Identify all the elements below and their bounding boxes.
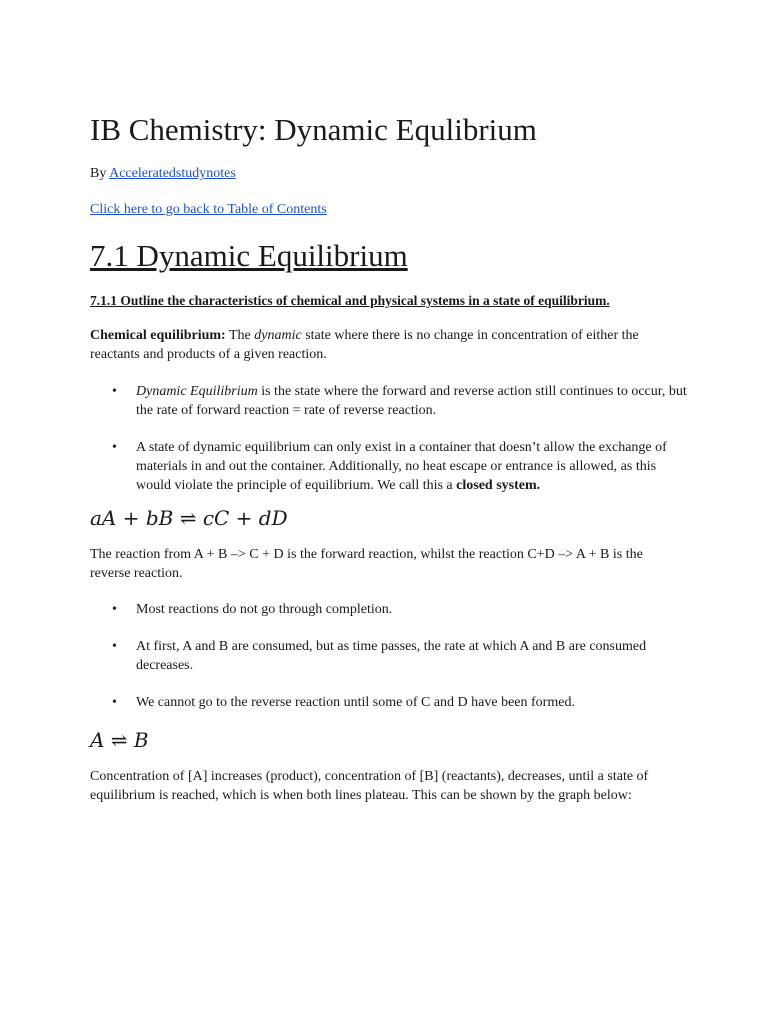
list-item	[90, 382, 690, 420]
list-item: • We cannot go to the reverse reaction until some of C and D have been formed.	[90, 693, 690, 712]
bullet-list-reactions	[90, 600, 690, 712]
toc-paragraph	[90, 202, 327, 218]
list-item-text: A state of dynamic equilibrium can only exist in a container that doesn’t allow the exchange of materials in and out the container. Additionally, no heat escape or entrance is allowed, as this would violate the principle of equilibrium. We call this a	[136, 440, 667, 493]
definition-term: Chemical equilibrium:	[90, 328, 226, 343]
list-item-text: is the state where the forward and reverse action still continues to occur, but the rate of forward reaction = rate of reverse reaction.	[136, 384, 687, 418]
table-of-contents-link[interactable]: Click here to go back to Table of Contents	[90, 202, 327, 217]
page-title: IB Chemistry: Dynamic Equlibrium	[90, 112, 537, 147]
list-item	[90, 438, 690, 495]
byline-prefix: By	[90, 166, 110, 181]
equation-general: aA + bB ⇌ cC + dD	[90, 506, 288, 530]
reaction-direction-paragraph: The reaction from A + B –> C + D is the forward reaction, whilst the reaction C+D –> A + B is the reverse reaction.	[90, 547, 643, 581]
section-heading: 7.1 Dynamic Equilibrium	[90, 238, 408, 273]
author-link[interactable]: Acceleratedstudynotes	[109, 166, 236, 181]
byline	[90, 166, 236, 182]
list-item: • Most reactions do not go through completion.	[90, 600, 690, 619]
equation-simple: A ⇌ B	[90, 728, 149, 752]
definition-paragraph	[90, 326, 685, 364]
definition-text: state where there is no change in concentration of either the reactants and products of a given reaction.	[90, 328, 639, 362]
list-item-emphasis: Dynamic Equilibrium	[136, 384, 258, 399]
concentration-paragraph: Concentration of [A] increases (product), concentration of [B] (reactants), decreases, until a state of equilibrium is reached, which is when both lines plateau. This can be shown by the graph below:	[90, 769, 649, 803]
bullet-list-characteristics	[90, 382, 690, 495]
list-item-bold: closed system.	[456, 478, 541, 493]
definition-pre: The	[225, 328, 255, 343]
list-item: • At first, A and B are consumed, but as time passes, the rate at which A and B are consumed decreases.	[90, 637, 690, 675]
subsection-heading: 7.1.1 Outline the characteristics of chemical and physical systems in a state of equilibrium.	[90, 293, 610, 308]
definition-emphasis: dynamic	[254, 328, 302, 343]
